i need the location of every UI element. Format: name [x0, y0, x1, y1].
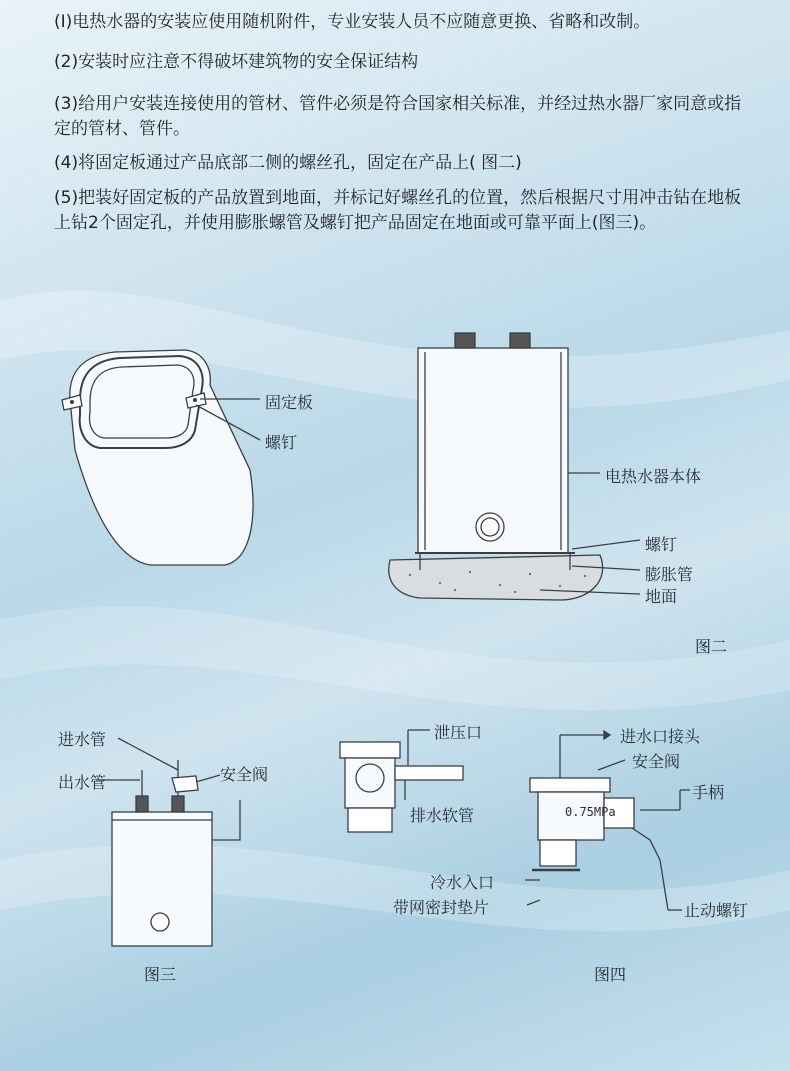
instruction-3: (3)给用户安装连接使用的管材、管件必须是符合国家相关标准，并经过热水器厂家同意或指定的管材、管件。 — [54, 94, 742, 139]
label-relief-port: 泄压口 — [434, 723, 483, 742]
label-safety-valve-3: 安全阀 — [220, 765, 269, 784]
instruction-1: (I)电热水器的安装应使用随机附件，专业安装人员不应随意更换、省略和改制。 — [54, 12, 651, 32]
label-safety-valve-4: 安全阀 — [632, 752, 681, 771]
label-stop-screw: 止动螺钉 — [684, 901, 749, 920]
instruction-2: (2)安装时应注意不得破坏建筑物的安全保证结构 — [54, 52, 419, 72]
label-mesh-gasket: 带网密封垫片 — [393, 898, 490, 917]
caption-figure2: 图二 — [695, 637, 728, 656]
label-outlet-pipe: 出水管 — [58, 773, 107, 792]
label-inlet-pipe: 进水管 — [58, 730, 107, 749]
caption-figure3: 图三 — [144, 965, 177, 984]
label-screw-1: 螺钉 — [265, 433, 298, 452]
label-anchor: 膨胀管 — [645, 565, 694, 584]
label-fixing-plate: 固定板 — [265, 393, 314, 412]
label-inlet-joint: 进水口接头 — [620, 727, 701, 746]
label-screw-2: 螺钉 — [645, 535, 678, 554]
label-heater-body: 电热水器本体 — [605, 467, 702, 486]
instruction-5: (5)把装好固定板的产品放置到地面，并标记好螺丝孔的位置，然后根据尺寸用冲击钻在地板上钻2个固定孔，并使用膨胀螺管及螺钉把产品固定在地面或可靠平面上(图三)。 — [54, 188, 742, 233]
caption-figure4: 图四 — [594, 965, 627, 984]
label-ground: 地面 — [645, 587, 678, 606]
instruction-4: (4)将固定板通过产品底部二侧的螺丝孔，固定在产品上( 图二) — [54, 153, 522, 173]
label-handle: 手柄 — [692, 783, 725, 802]
label-cold-inlet: 冷水入口 — [430, 873, 495, 892]
label-pressure-rating: 0.75MPa — [565, 805, 616, 819]
label-drain-hose: 排水软管 — [410, 806, 475, 825]
